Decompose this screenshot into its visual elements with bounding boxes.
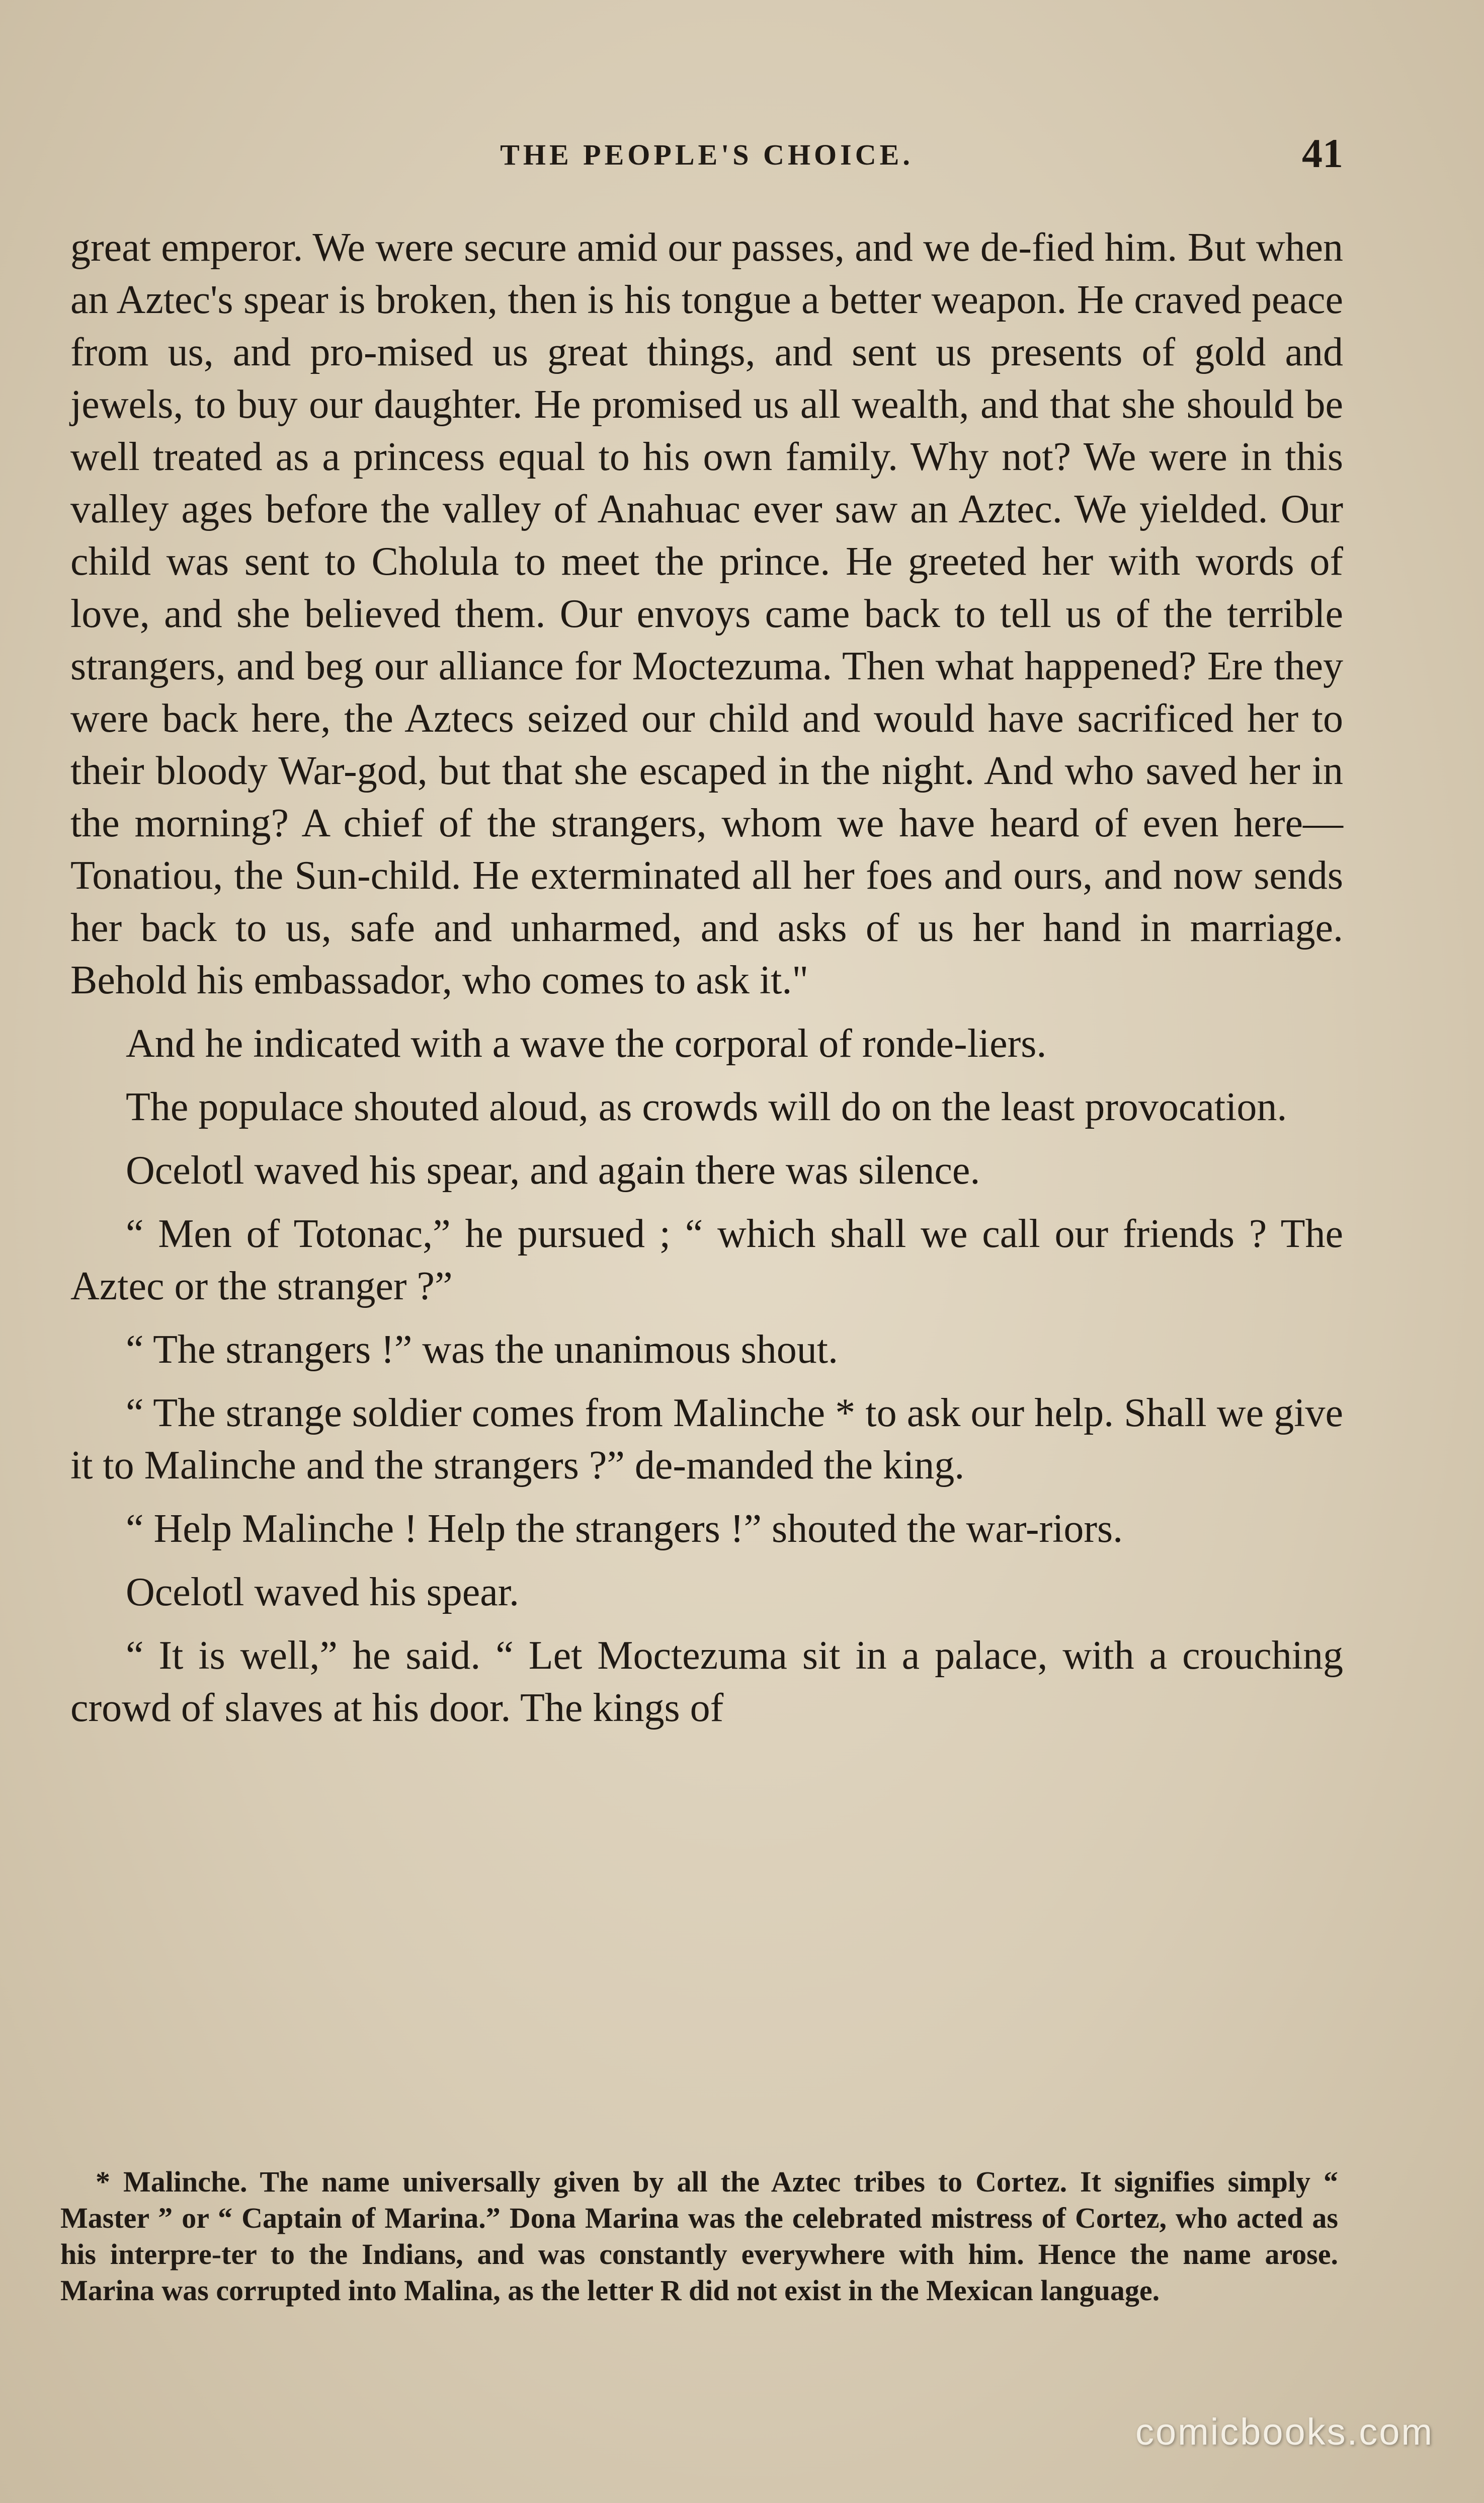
footnote: * Malinche. The name universally given by all the Aztec tribes to Cortez. It signifies simply “ Master ” or “ Captain of Marina.” Dona Marina was the celebrated mistress of Cortez, who acted as his interpre-ter to the Indians, and was constantly everywhere with him. Hence the name arose. Marina was corrupted into Malina, as the letter R did not exist in the Mexican language. [60, 2165, 1338, 2307]
paragraph: “ The strange soldier comes from Malinche * to ask our help. Shall we give it to Malinche and the strangers ?” de-manded the king. [70, 1391, 1343, 1488]
paragraph: great emperor. We were secure amid our passes, and we de-fied him. But when an Aztec's spear is broken, then is his tongue a better weapon. He craved peace from us, and pro-mised us great things, and sent us presents of gold and jewels, to buy our daughter. He promised us all wealth, and that she should be well treated as a princess equal to his own family. Why not? We were in this valley ages before the valley of Anahuac ever saw an Aztec. We yielded. Our child was sent to Cholula to meet the prince. He greeted her with words of love, and she believed them. Our envoys came back to tell us of the terrible strangers, and beg our alliance for Moctezuma. Then what happened? Ere they were back here, the Aztecs seized our child and would have sacrificed her to their bloody War-god, but that she escaped in the night. And who saved her in the morning? A chief of the strangers, whom we have heard of even here—Tonatiou, the Sun-child. He exterminated all her foes and ours, and now sends her back to us, safe and unharmed, and asks of us her hand in marriage. Behold his embassador, who comes to ask it." [70, 225, 1343, 1002]
page-number: 41 [1302, 130, 1343, 176]
running-head: THE PEOPLE'S CHOICE. [500, 138, 914, 171]
page-header [70, 130, 1343, 185]
paragraph: “ The strangers !” was the unanimous shout. [126, 1327, 838, 1372]
paragraph: Ocelotl waved his spear, and again there was silence. [126, 1148, 980, 1193]
paragraph: Ocelotl waved his spear. [126, 1570, 519, 1614]
paragraph: “ It is well,” he said. “ Let Moctezuma sit in a palace, with a crouching crowd of slaves at his door. The kings of [70, 1633, 1343, 1730]
paragraph: The populace shouted aloud, as crowds will do on the least provocation. [126, 1085, 1287, 1129]
paragraph: And he indicated with a wave the corporal of ronde-liers. [126, 1022, 1047, 1066]
watermark: comicbooks.com [1135, 2411, 1434, 2453]
paragraph: “ Help Malinche ! Help the strangers !” shouted the war-riors. [126, 1507, 1123, 1551]
paragraph: “ Men of Totonac,” he pursued ; “ which shall we call our friends ? The Aztec or the stranger ?” [70, 1212, 1343, 1308]
body-text [70, 221, 1343, 1745]
